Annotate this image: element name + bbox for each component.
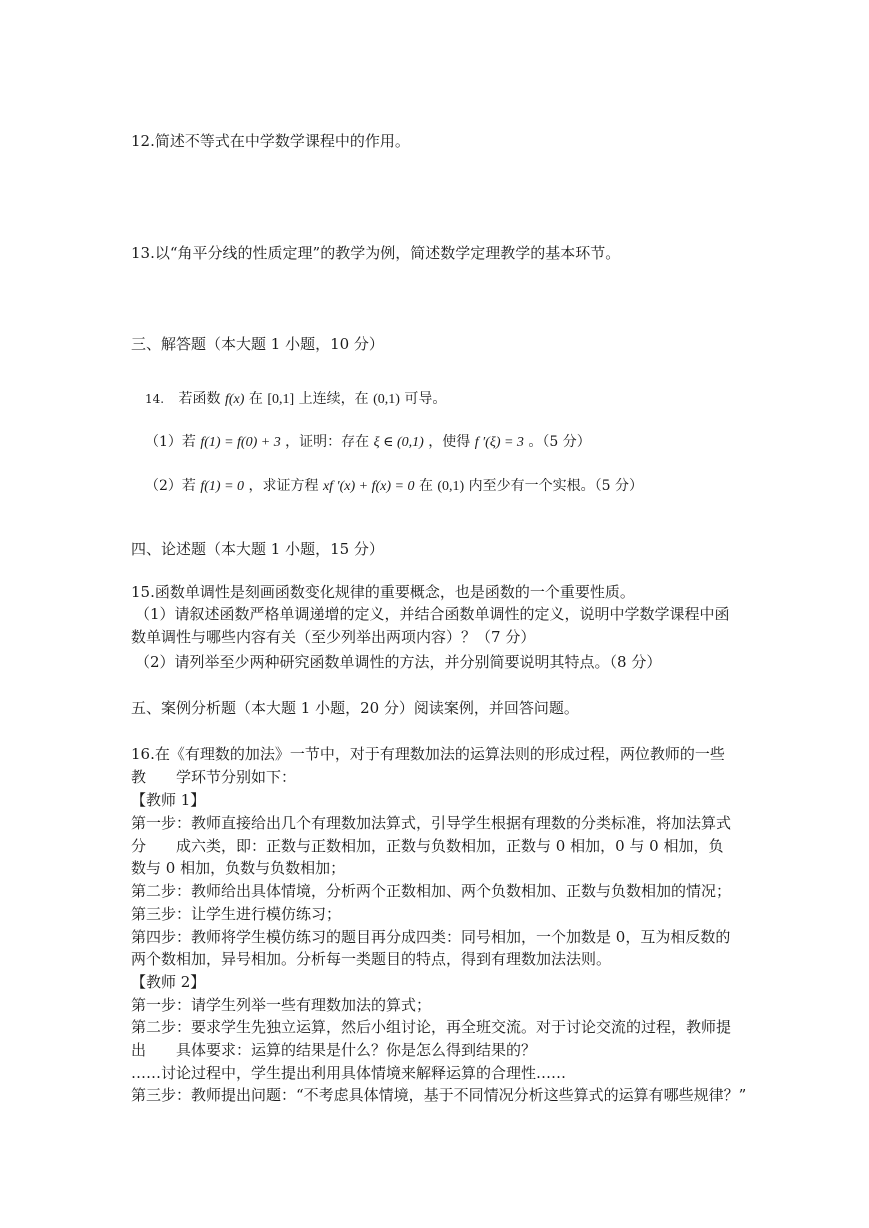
question-14-stem: 14. 若函数 f(x) 在 [0,1] 上连续，在 (0,1) 可导。	[145, 391, 447, 407]
formula-fx: f(x)	[225, 392, 245, 407]
question-15-line-1: 15.函数单调性是刻画函数变化规律的重要概念，也是函数的一个重要性质。	[131, 583, 635, 601]
case-line: 16.在《有理数的加法》一节中，对于有理数加法的运算法则的形成过程，两位教师的一些	[131, 745, 725, 763]
section-3-heading: 三、解答题（本大题 1 小题，10 分）	[131, 335, 384, 353]
section-4-heading: 四、论述题（本大题 1 小题，15 分）	[131, 540, 384, 558]
question-14-number: 14.	[145, 392, 165, 406]
case-line: ……讨论过程中，学生提出利用具体情境来解释运算的合理性……	[131, 1064, 567, 1082]
case-line: 分 成六类，即：正数与正数相加，正数与负数相加，正数与 0 相加，0 与 0 相加，负	[131, 837, 724, 855]
question-13: 13.以“角平分线的性质定理”的教学为例，简述数学定理教学的基本环节。	[131, 244, 621, 262]
case-line: 出 具体要求：运算的结果是什么？你是怎么得到结果的？	[131, 1041, 537, 1059]
formula-open-interval: (0,1)	[373, 392, 400, 407]
case-line: 第三步：让学生进行模仿练习；	[131, 905, 342, 923]
case-line: 数与 0 相加，负数与负数相加；	[131, 859, 346, 877]
case-line: 第三步：教师提出问题：“不考虑具体情境，基于不同情况分析这些算式的运算有哪些规律？”	[131, 1086, 747, 1104]
formula-condition-1: f(1) = f(0) + 3	[200, 435, 281, 450]
formula-open-interval-2: (0,1)	[437, 479, 465, 494]
question-14-part-1: （1）若 f(1) = f(0) + 3 ，证明：存在 ξ ∈ (0,1) ，使得 f ′(ξ) = 3 。（5 分）	[145, 434, 591, 450]
formula-closed-interval: [0,1]	[267, 392, 295, 407]
case-line: 第四步：教师将学生模仿练习的题目再分成四类：同号相加，一个加数是 0，互为相反数的	[131, 928, 731, 946]
question-12: 12.简述不等式在中学数学课程中的作用。	[131, 132, 410, 150]
case-line: 两个数相加，异号相加。分析每一类题目的特点，得到有理数加法法则。	[131, 950, 612, 968]
question-15-line-3: 数单调性与哪些内容有关（至少列举出两项内容）？（7 分）	[131, 628, 536, 646]
case-line: 【教师 1】	[131, 791, 206, 809]
formula-condition-2: f(1) = 0	[200, 479, 245, 494]
question-15-line-4: （2）请列举至少两种研究函数单调性的方法，并分别简要说明其特点。（8 分）	[135, 653, 662, 671]
case-line: 教 学环节分别如下：	[131, 768, 297, 786]
case-line: 【教师 2】	[131, 973, 206, 991]
section-5-heading: 五、案例分析题（本大题 1 小题，20 分）阅读案例，并回答问题。	[131, 699, 579, 717]
case-line: 第一步：教师直接给出几个有理数加法算式，引导学生根据有理数的分类标准，将加法算式	[131, 814, 732, 832]
formula-xi: ξ ∈ (0,1)	[373, 435, 424, 450]
formula-derivative-xi: f ′(ξ) = 3	[474, 435, 524, 450]
case-line: 第二步：教师给出具体情境，分析两个正数相加、两个负数相加、正数与负数相加的情况；	[131, 882, 732, 900]
case-line: 第一步：请学生列举一些有理数加法的算式；	[131, 996, 432, 1014]
case-line: 第二步：要求学生先独立运算，然后小组讨论，再全班交流。对于讨论交流的过程，教师提	[131, 1018, 732, 1036]
question-14-part-2: （2）若 f(1) = 0 ，求证方程 xf ′(x) + f(x) = 0 在 (0,1) 内至少有一个实根。（5 分）	[145, 478, 644, 494]
formula-equation: xf ′(x) + f(x) = 0	[322, 479, 415, 494]
question-15-line-2: （1）请叙述函数严格单调递增的定义，并结合函数单调性的定义，说明中学数学课程中函	[135, 605, 730, 623]
